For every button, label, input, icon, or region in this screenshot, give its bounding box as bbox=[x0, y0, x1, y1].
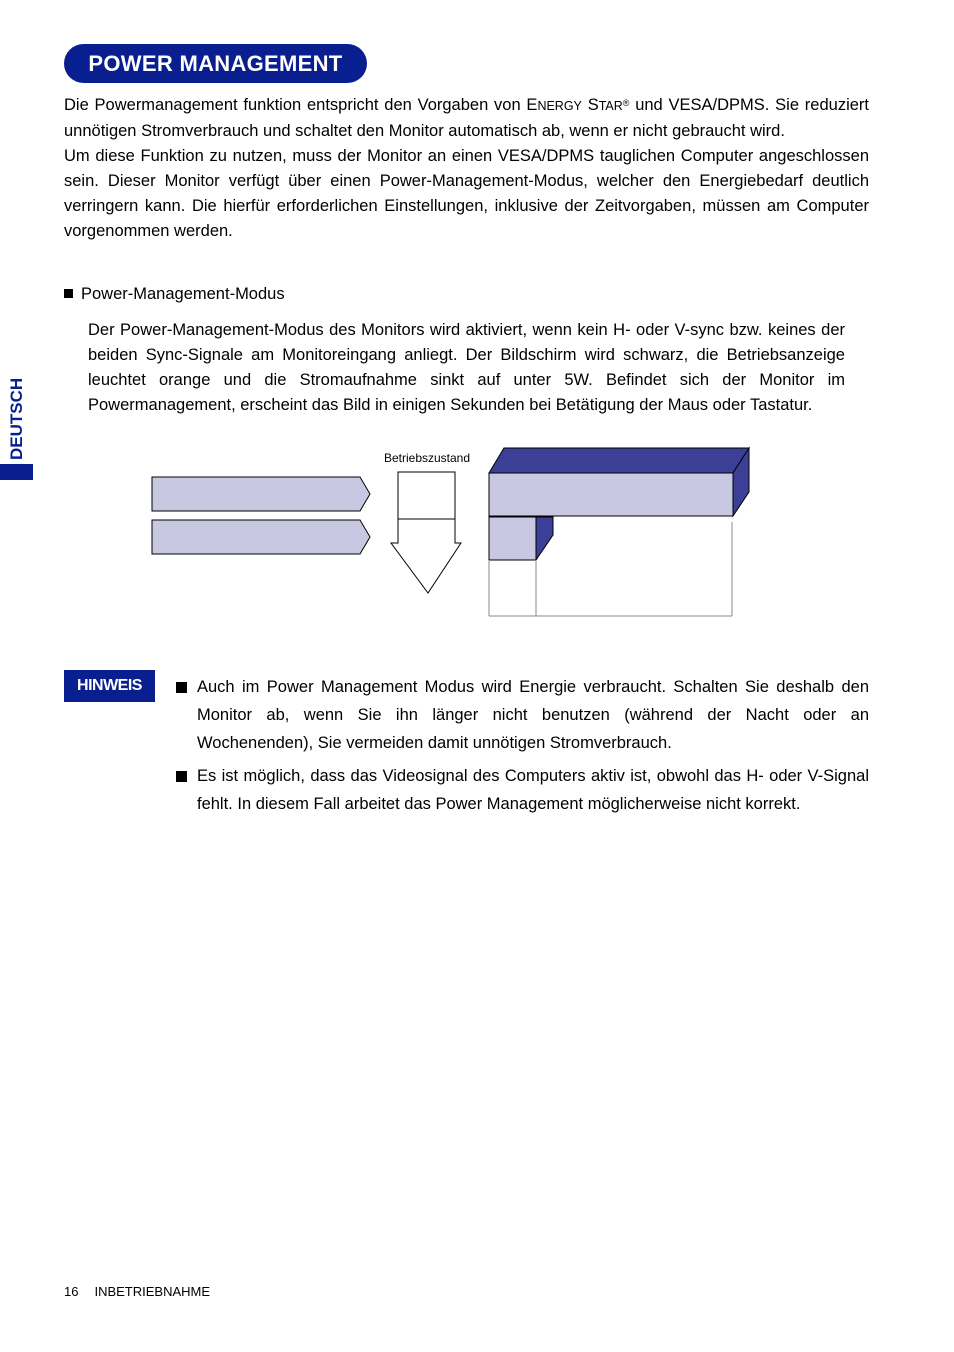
section-body: Der Power-Management-Modus des Monitors wird aktiviert, wenn kein H- oder V-sync bzw. keines der beiden Sync-Signale am Monitoreingang anliegt. Der Bildschirm wird schwarz, die Betriebsanzeige leuchtet orange und die Stromaufnahme sinkt auf unter 5W. Befindet sich der Monitor im Powermanagement, erscheint das Bild in einigen Sekunden bei Betätigung der Maus oder Tastatur. bbox=[88, 321, 845, 414]
intro-paragraph-1: Die Powermanagement funktion entspricht den Vorgaben von ENERGY STAR® und VESA/DPMS. Sie reduziert unnötigen Stromverbrauch und schaltet den Monitor automatisch ab, wenn er nicht gebraucht wird. bbox=[64, 96, 869, 140]
intro-paragraph-2: Um diese Funktion zu nutzen, muss der Monitor an einen VESA/DPMS tauglichen Computer angeschlossen sein. Dieser Monitor verfügt über einen Power-Management-Modus, welcher den Energiebedarf deutlich verringern kann. Die hierfür erforderlichen Einstellungen, inklusive der Zeitvorgaben, müssen am Computer vorgenommen werden. bbox=[64, 147, 869, 240]
state-block-top bbox=[489, 448, 749, 473]
section-heading: Power-Management-Modus bbox=[64, 283, 285, 305]
signal-arrow-2 bbox=[152, 520, 370, 554]
state-down-arrow bbox=[391, 472, 461, 593]
page-footer bbox=[64, 1284, 210, 1300]
small-block-side bbox=[536, 517, 553, 560]
square-bullet-icon bbox=[64, 289, 73, 298]
small-block-front bbox=[489, 517, 536, 560]
intro-text bbox=[64, 93, 869, 244]
language-tab-label: DEUTSCH bbox=[7, 377, 26, 460]
square-bullet-icon bbox=[176, 771, 187, 782]
state-block-front bbox=[489, 473, 733, 516]
note-item-2: Es ist möglich, dass das Videosignal des Computers aktiv ist, obwohl das H- oder V-Signal fehlt. In diesem Fall arbeitet das Power Management möglicherweise nicht korrekt. bbox=[176, 762, 869, 818]
square-bullet-icon bbox=[176, 682, 187, 693]
note-item-1: Auch im Power Management Modus wird Energie verbraucht. Schalten Sie deshalb den Monitor ab, wenn Sie ihn länger nicht benutzen (während der Nacht oder an Wochenenden), Sie vermeiden damit unnötigen Stromverbrauch. bbox=[176, 673, 869, 757]
language-tab bbox=[0, 362, 33, 480]
diagram-label-betriebszustand: Betriebszustand bbox=[383, 451, 471, 465]
footer-section-name: INBETRIEBNAHME bbox=[94, 1284, 211, 1299]
note-badge: HINWEIS bbox=[64, 670, 155, 702]
language-tab-marker bbox=[0, 464, 33, 480]
page-number: 16 bbox=[64, 1284, 79, 1299]
power-state-diagram bbox=[140, 440, 760, 630]
signal-arrow-1 bbox=[152, 477, 370, 511]
section-title: POWER MANAGEMENT bbox=[64, 44, 367, 83]
note-list bbox=[176, 673, 869, 823]
